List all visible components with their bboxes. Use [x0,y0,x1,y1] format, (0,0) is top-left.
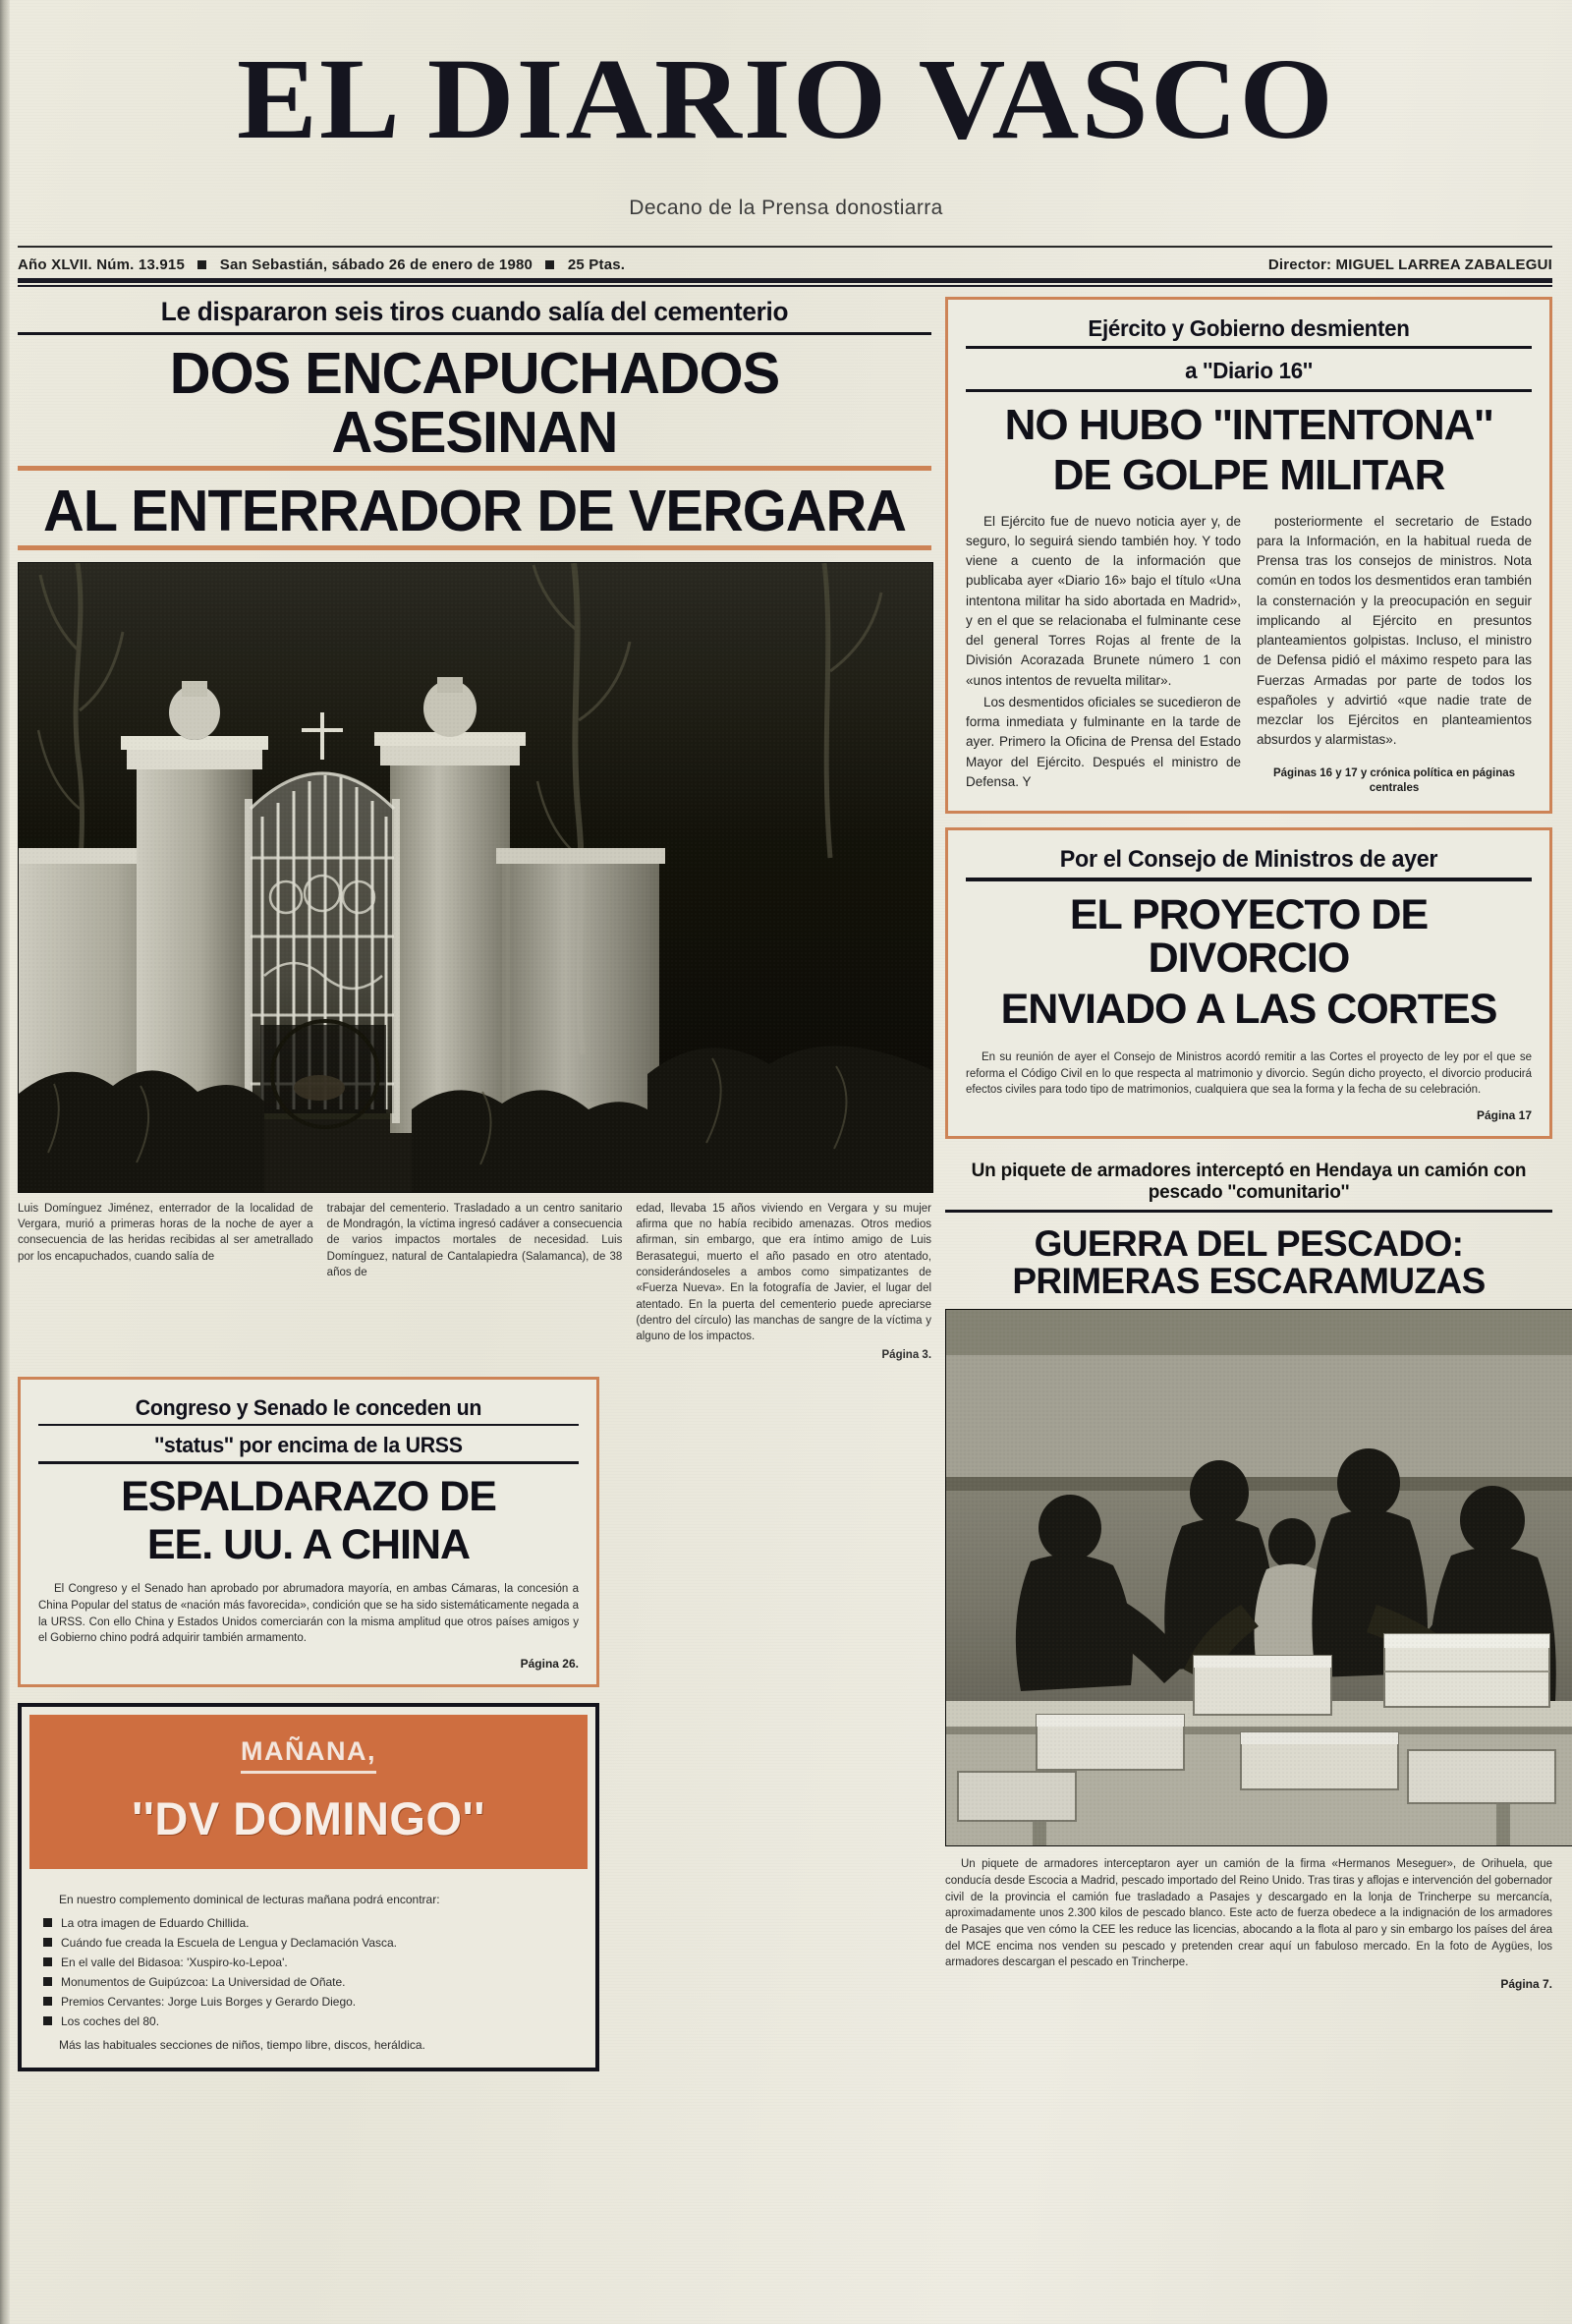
promo-item-label: Premios Cervantes: Jorge Luis Borges y Gerardo Diego. [61,1994,357,2009]
fish-war-caption [945,1856,1552,1971]
coup-story-kicker-rule-1 [966,346,1532,349]
issue-number: Año XLVII. Núm. 13.915 [18,255,186,273]
promo-body [22,1877,595,2068]
list-item[interactable] [41,1993,580,2011]
separator-square-icon [197,260,206,269]
cemetery-gate-photo-graphic [19,563,932,1192]
dv-domingo-promo[interactable] [18,1703,599,2071]
coup-story-headline-line2: DE GOLPE MILITAR [1052,450,1445,499]
divorce-story-headline-line1: EL PROYECTO DE DIVORCIO [1069,891,1429,983]
coup-story-kicker-line1: Ejército y Gobierno desmienten [1088,315,1410,341]
masthead-rule-thick [18,278,1552,283]
china-story-lead [38,1581,579,1647]
caption-column-3-part2: En la fotografía de Javier, el lugar del atentado. En la puerta del cementerio puede apreciarse (dentro del círculo) las manchas de sangre de la víctima y alguno de los impactos. [636,1282,932,1343]
lead-story-photo [18,562,933,1193]
promo-item-label: La otra imagen de Eduardo Chillida. [61,1915,250,1930]
promo-intro: En nuestro complemento dominical de lecturas mañana podrá encontrar: [59,1892,440,1906]
cover-price: 25 Ptas. [567,255,626,273]
masthead-issue-info [18,256,625,273]
promo-tomorrow-wrapper [29,1736,588,1774]
china-story-headline-line2: EE. UU. A CHINA [146,1521,471,1569]
coup-story-page-ref[interactable]: Páginas 16 y 17 y crónica política en páginas centrales [1272,766,1516,795]
newspaper-title: EL DIARIO VASCO [237,34,1335,163]
lead-story-page-ref[interactable]: Página 3. [881,1348,932,1361]
fish-unloading-photo-graphic [946,1310,1572,1845]
china-story-page-ref[interactable]: Página 26. [520,1656,579,1671]
divorce-story-kicker-rule [966,878,1532,881]
china-story[interactable] [18,1377,599,1687]
bullet-square-icon [43,1918,52,1927]
list-item[interactable] [41,2012,580,2030]
promo-item-list [41,1914,580,2030]
caption-column-3-part1: edad, llevaba 15 años viviendo en Vergara y su mujer afirma que no había recibido amenazas. Otros medios afirman, sin embargo, que era íntimo amigo de Luis Berasategui, muerto el año pasado en otro atentado, considerándoseles a ambos como simpatizantes de «Fuerza Nueva». [636,1202,932,1295]
promo-orange-band [29,1715,588,1869]
fish-war-caption-text: Un piquete de armadores interceptaron ayer un camión de la firma «Hermanos Meseguer», de Orihuela, que conducía desde Escocia a Madrid, pescado importado del Reino Unido. Tras tiras y aflojas e intervención del gobernador civil de la provincia el camión fue trasladado a Pasajes y descargado en la lonja de Trincherpe su mercancía, aproximadamente unos 2.300 kilos de pescado blanco. Este acto de fuerza obedece a la indignación de los armadores de Pasajes que ven cómo la CEE les reduce las licencias, abocando a la flota al paro y sin embargo los países del área del MCE encima nos venden su pescado y pretenden crear aquí un fabuloso mercado. En la foto de Aygües, los armadores descargan el pescado en Trincherpe. [945,1858,1552,1969]
page-left-edge-shadow [0,0,10,2324]
coup-story-kicker-line2: a ''Diario 16'' [1185,358,1313,384]
divorce-story-headline-line2: ENVIADO A LAS CORTES [1000,985,1497,1033]
coup-story-body-column-2 [1257,512,1532,797]
caption-column-2-part1: trabajar del cementerio. Trasladado a un centro sanitario de Mondragón, la víctima ingresó cadáver a consecuencia de varios impactos mortales de necesidad. [326,1202,623,1247]
divorce-story-lead-text: En su reunión de ayer el Consejo de Ministros acordó remitir a las Cortes el proyecto de ley por el que se reforma el Código Civil en lo que respecta al matrimonio y divorcio. Según dicho proyecto, el divorcio producirá efectos civiles para todo tipo de matrimonios, cualquiera que sea la forma y la fecha de su celebración. [966,1050,1532,1097]
director-credit: Director: MIGUEL LARREA ZABALEGUI [1267,255,1552,273]
place-and-date: San Sebastián, sábado 26 de enero de 1980 [219,255,533,273]
fish-war-photo [945,1309,1572,1846]
list-item[interactable] [41,1954,580,1971]
fish-war-headline: GUERRA DEL PESCADO: PRIMERAS ESCARAMUZAS [1012,1222,1486,1301]
coup-story-headline-line1: NO HUBO ''INTENTONA'' [1004,400,1493,449]
caption-column-1: Luis Domínguez Jiménez, enterrador de la localidad de Vergara, murió a primeras horas de la noche de ayer a consecuencia de las heridas recibidas al ser ametrallado por los encapuchados, cuando salía de [18,1202,313,1263]
coup-story-body [966,512,1532,797]
right-column [945,297,1552,1991]
newspaper-tagline: Decano de la Prensa donostiarra [629,197,943,219]
coup-story-kicker-rule-2 [966,389,1532,392]
china-story-kicker-line1: Congreso y Senado le conceden un [135,1394,482,1420]
promo-item-label: Los coches del 80. [61,2013,160,2028]
fish-war-kicker: Un piquete de armadores interceptó en Hendaya un camión con pescado ''comunitario'' [971,1160,1527,1203]
promo-title: ''DV DOMINGO'' [132,1791,485,1844]
china-story-lead-text: El Congreso y el Senado han aprobado por abrumadora mayoría, en ambas Cámaras, la concesión a China Popular del status de «nación más favorecida», condición que se ha sido sistemáticamente negada a la URSS. Con ello China y Estados Unidos comerciarán con la misma amplitud que otros países amigos y el Gobierno chino podrá adquirir también armamento. [38,1583,579,1645]
coup-story-paragraph-3: posteriormente el secretario de Estado para la Información, en la habitual rueda de Prensa tras los consejos de ministros. Nota común en todos los desmentidos eran también la consternación y la preocupación en seguir implicando al Ejército en presuntos planteamientos golpistas. Incluso, el ministro de Defensa pidió el máximo respeto para las Fuerzas Armadas por parte de todos los españoles y advirtió «que nadie trate de mezclar los Ejércitos en planteamientos absurdos y alarmistas». [1257,513,1532,748]
china-story-headline-line1: ESPALDARAZO DE [121,1473,496,1521]
divorce-story-page-ref[interactable]: Página 17 [1476,1107,1532,1122]
list-item[interactable] [41,1934,580,1952]
promo-item-label: Monumentos de Guipúzcoa: La Universidad de Oñate. [61,1974,346,1989]
divorce-story[interactable] [945,827,1552,1139]
china-story-kicker-rule-1 [38,1424,579,1426]
china-story-kicker-rule-2 [38,1461,579,1464]
caption-column-2 [327,1201,623,1363]
bullet-square-icon [43,2016,52,2025]
bullet-square-icon [43,1997,52,2006]
lead-story-headline-line2: AL ENTERRADOR DE VERGARA [42,479,907,544]
bullet-square-icon [43,1977,52,1986]
promo-tomorrow-label: MAÑANA, [241,1736,376,1774]
left-column [18,297,931,2071]
masthead [0,0,1572,295]
bullet-square-icon [43,1957,52,1966]
fish-war-kicker-rule [945,1210,1552,1213]
lead-story-headline-line1: DOS ENCAPUCHADOS ASESINAN [169,341,780,466]
coup-story-paragraph-2: Los desmentidos oficiales se sucedieron de forma inmediata y fulminante en la tarde de ayer. Primero la Oficina de Prensa del Estado Mayor del Ejército. Después el ministro de Defensa. Y [966,694,1241,789]
divorce-story-kicker: Por el Consejo de Ministros de ayer [1059,845,1438,873]
promo-item-label: En el valle del Bidasoa: 'Xuspiro-ko-Lepoa'. [61,1955,288,1969]
masthead-rule-top [18,246,1552,248]
separator-square-icon [545,260,554,269]
coup-story-body-column-1 [966,512,1241,797]
coup-story-paragraph-1: El Ejército fue de nuevo noticia ayer y, de seguro, lo seguirá siendo también hoy. Y todo viene a cuento de la información que publicaba ayer «Diario 16» bajo el título «Una intentona militar ha sido abortada en Madrid», y en el que se relacionaba el fulminante cese del general Torres Rojas al frente de la División Acorazada Brunete número 1 con «unos intentos de revuelta militar». [966,513,1241,688]
masthead-rule-bottom [18,285,1552,287]
promo-footer: Más las habituales secciones de niños, tiempo libre, discos, heráldica. [59,2037,425,2052]
divorce-story-lead [966,1049,1532,1099]
list-item[interactable] [41,1914,580,1932]
lead-story-kicker: Le dispararon seis tiros cuando salía del cementerio [160,297,789,326]
lead-story-headline-underline-2 [18,545,931,550]
list-item[interactable] [41,1973,580,1991]
masthead-info-line [18,252,1552,277]
bullet-square-icon [43,1938,52,1947]
lead-story[interactable] [18,297,931,1363]
promo-item-label: Cuándo fue creada la Escuela de Lengua y Declamación Vasca. [61,1935,397,1950]
caption-column-2-part2: Luis Domínguez, natural de Cantalapiedra (Salamanca), de 38 años de [326,1234,623,1278]
lead-story-caption [18,1201,931,1363]
caption-column-3 [636,1201,931,1363]
fish-war-page-ref[interactable]: Página 7. [1500,1977,1552,1992]
china-story-kicker-line2: ''status'' por encima de la URSS [154,1433,463,1458]
fish-war-story[interactable] [945,1161,1552,1991]
coup-story[interactable] [945,297,1552,814]
